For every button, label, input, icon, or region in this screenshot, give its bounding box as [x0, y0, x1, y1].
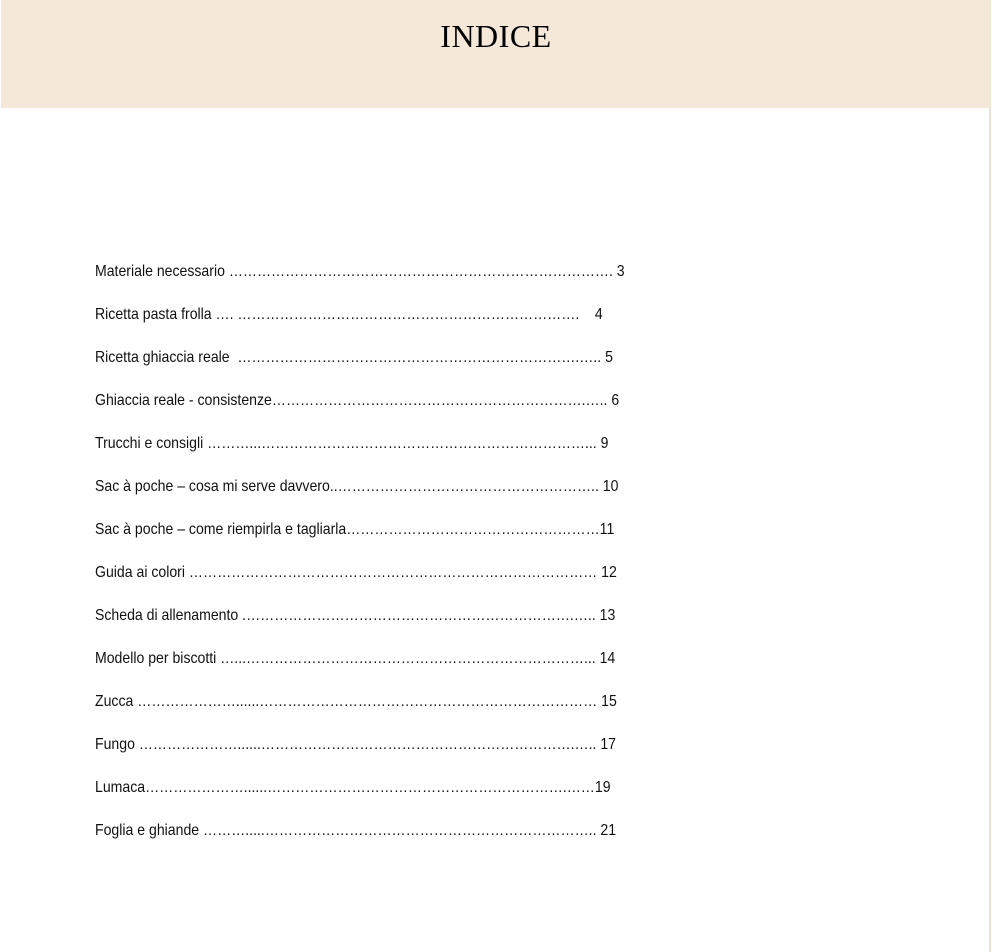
toc-entry-sac-a-poche-cosa-serve: Sac à poche – cosa mi serve davvero..……………………………………………….. 10 — [95, 478, 619, 495]
page-title: INDICE — [440, 18, 552, 54]
toc-entry-scheda-di-allenamento: Scheda di allenamento .…………………………………………………………….….. 13 — [95, 607, 616, 624]
toc-entry-modello-per-biscotti: Modello per biscotti …...………………………………………………………………... 14 — [95, 650, 616, 667]
toc-entry-ghiaccia-reale-consistenze: Ghiaccia reale - consistenze………………………………………………………….….. 6 — [95, 392, 620, 409]
toc-entry-trucchi-e-consigli: Trucchi e consigli ………...……………………………………………………………... 9 — [95, 435, 609, 452]
toc-entry-zucca: Zucca …………………......……………………………………………………………… 15 — [95, 693, 617, 710]
page-edge-divider — [989, 108, 991, 952]
toc-entry-lumaca: Lumaca…………………......……………………………………………………….……19 — [95, 779, 611, 796]
toc-entry-foglia-e-ghiande: Foglia e ghiande ……….....…………………………………………………………….. 21 — [95, 822, 617, 839]
toc-entry-ricetta-ghiaccia-reale: Ricetta ghiaccia reale ……………………………………………………………….….. 5 — [95, 349, 613, 366]
toc-entry-sac-a-poche-riempirla: Sac à poche – come riempirla e tagliarla………………………………………………11 — [95, 521, 615, 538]
toc-entry-guida-ai-colori: Guida ai colori …………………………………………………………………………… 12 — [95, 564, 617, 581]
toc-entry-fungo: Fungo …………………......………………………………………………………….….. 17 — [95, 736, 617, 753]
toc-entry-materiale-necessario: Materiale necessario ………………………………………………………………………. 3 — [95, 263, 625, 280]
toc-entry-ricetta-pasta-frolla: Ricetta pasta frolla …. ………………………………………………………………. 4 — [95, 306, 603, 323]
table-of-contents — [95, 258, 715, 860]
